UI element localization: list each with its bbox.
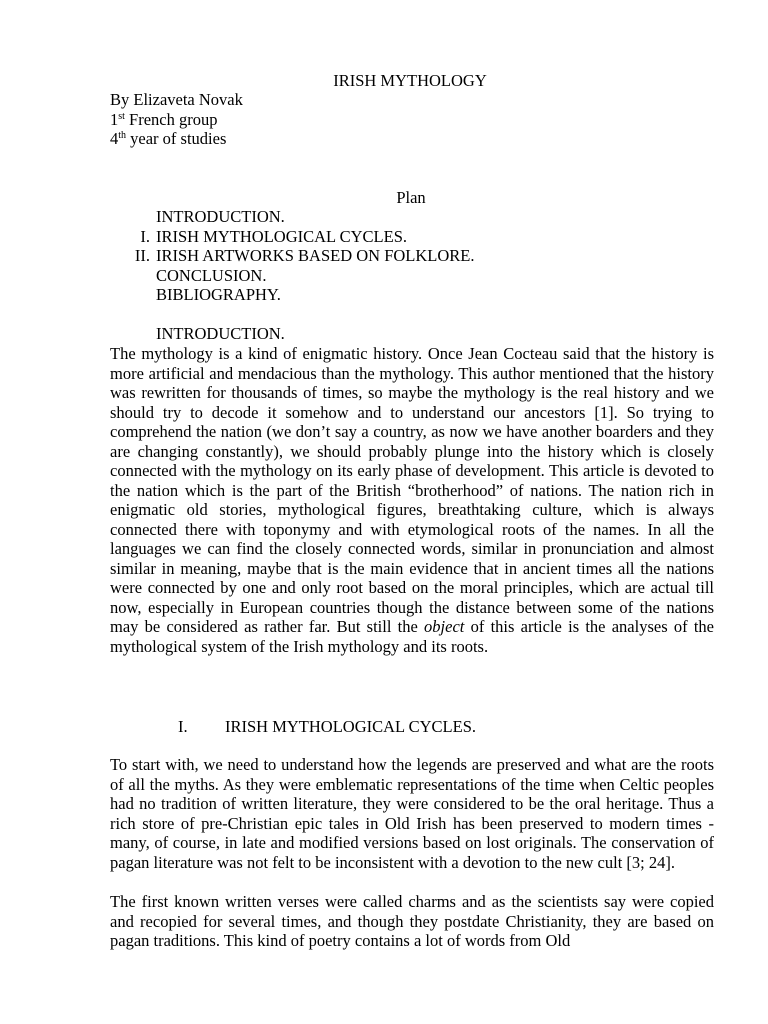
plan-item (110, 246, 710, 266)
section-number: I. (178, 717, 188, 736)
plan-list (110, 207, 710, 305)
section-paragraph: The first known written verses were called charms and as the scientists say were copied and recopied for several times, and though they postdate Christianity, they are based on pagan traditions. This kind of poetry contains a lot of words from Old (110, 892, 714, 950)
plan-item-text: IRISH ARTWORKS BASED ON FOLKLORE. (156, 246, 475, 265)
group-number: 1 (110, 109, 119, 129)
plan-item-text: CONCLUSION. (156, 265, 267, 285)
document-title: IRISH MYTHOLOGY (333, 71, 487, 90)
introduction-text-start: The mythology is a kind of enigmatic history. Once Jean Cocteau said that the history is more artificial and mendacious than the mythology. This author mentioned that the history was rewritten for thousands of times, so maybe the mythology is the real history and we should try to decode it somehow and to understand our ancestors [1]. So trying to comprehend the nation (we don’t say a country, as now we have another boarders and they are changing constantly), we should probably plunge into the history which is closely connected with the mythology on its early phase of development. This article is devoted to the nation which is the part of the British “brotherhood” of nations. The nation rich in enigmatic old stories, mythological figures, breathtaking culture, which is always connected there with toponymy and with etymological roots of the names. In all the languages we can find the closely connected words, similar in pronunciation and almost similar in meaning, maybe that is the main evidence that in ancient times all the nations were connected by one and only root based on the moral principles, which are actual till now, especially in European countries though the distance between some of the nations may be considered as rather far. But still the (110, 344, 714, 636)
group-text: French group (124, 109, 218, 129)
author-info (110, 90, 243, 149)
plan-item-text: INTRODUCTION. (156, 207, 285, 226)
year-ordinal-suffix: th (118, 130, 127, 141)
section-title: IRISH MYTHOLOGICAL CYCLES. (225, 717, 477, 736)
group-line (110, 110, 243, 130)
introduction-object-word: object (424, 617, 465, 636)
year-number: 4 (110, 129, 119, 148)
plan-item-text: BIBLIOGRAPHY. (156, 285, 281, 304)
plan-item (110, 227, 710, 247)
plan-item (110, 207, 710, 227)
group-ordinal-suffix: st (118, 110, 125, 122)
plan-item (110, 285, 710, 305)
author-line: By Elizaveta Novak (110, 90, 243, 109)
introduction-text-end: of this article is the analyses of the mythological system of the Irish mythology and its roots. (110, 617, 714, 656)
year-line (110, 129, 243, 149)
section-paragraph: To start with, we need to understand how the legends are preserved and what are the roots of all the myths. As they were emblematic representations of the time when Celtic peoples had no tradition of written literature, they were considered to be the oral heritage. Thus a rich store of pre-Christian epic tales in Old Irish has been preserved to modern times - many, of course, in late and modified versions based on lost originals. The conservation of pagan literature was not felt to be inconsistent with a devotion to the new cult [3; 24]. (110, 755, 714, 872)
plan-item-number: II. (134, 246, 150, 265)
plan-heading: Plan (396, 188, 426, 207)
plan-item-text: IRISH MYTHOLOGICAL CYCLES. (156, 226, 408, 246)
plan-item-number: I. (140, 226, 150, 246)
year-text: year of studies (126, 129, 227, 148)
introduction-paragraph (110, 344, 714, 656)
plan-item (110, 266, 710, 286)
introduction-heading: INTRODUCTION. (156, 324, 285, 343)
